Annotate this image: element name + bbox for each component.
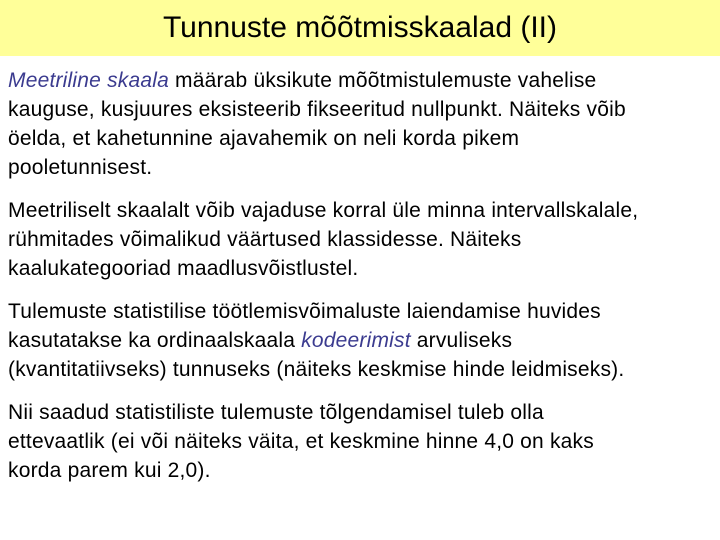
- text-line: ettevaatlik (ei või näiteks väita, et keskmine hinne 4,0 on kaks: [8, 430, 594, 453]
- text-segment: määrab üksikute mõõtmistulemuste vahelise: [168, 69, 597, 92]
- text-line: kauguse, kusjuures eksisteerib fikseeritud nullpunkt. Näiteks võib: [8, 98, 626, 121]
- text-line: pooletunnisest.: [8, 156, 153, 179]
- paragraph-interval-conversion: [8, 196, 714, 283]
- term-coding: kodeerimist: [301, 329, 411, 352]
- text-line: korda parem kui 2,0).: [8, 459, 211, 482]
- text-line: kaalukategooriad maadlusvõistlustel.: [8, 257, 359, 280]
- term-metric-scale: Meetriline skaala: [8, 69, 169, 92]
- text-line: öelda, et kahetunnine ajavahemik on neli korda pikem: [8, 127, 520, 150]
- page-title: Tunnuste mõõtmisskaalad (II): [162, 11, 558, 44]
- text-segment: arvuliseks: [410, 329, 513, 352]
- title-banner: [0, 0, 720, 56]
- text-line: (kvantitatiivseks) tunnuseks (näiteks keskmise hinde leidmiseks).: [8, 358, 625, 381]
- text-line: [8, 66, 714, 95]
- paragraph-ordinal-coding: [8, 297, 714, 384]
- text-line: Nii saadud statistiliste tulemuste tõlgendamisel tuleb olla: [8, 401, 544, 424]
- slide-body: [8, 66, 714, 499]
- text-line: Meetriliselt skaalalt võib vajaduse korral üle minna intervallskalale,: [8, 199, 639, 222]
- text-line: Tulemuste statistilise töötlemisvõimaluste laiendamise huvides: [8, 300, 601, 323]
- text-line: [8, 326, 714, 355]
- paragraph-interpretation-caution: [8, 398, 714, 485]
- text-line: rühmitades võimalikud väärtused klassidesse. Näiteks: [8, 228, 522, 251]
- paragraph-metric-scale: [8, 66, 714, 182]
- text-segment: kasutatakse ka ordinaalskaala: [8, 329, 302, 352]
